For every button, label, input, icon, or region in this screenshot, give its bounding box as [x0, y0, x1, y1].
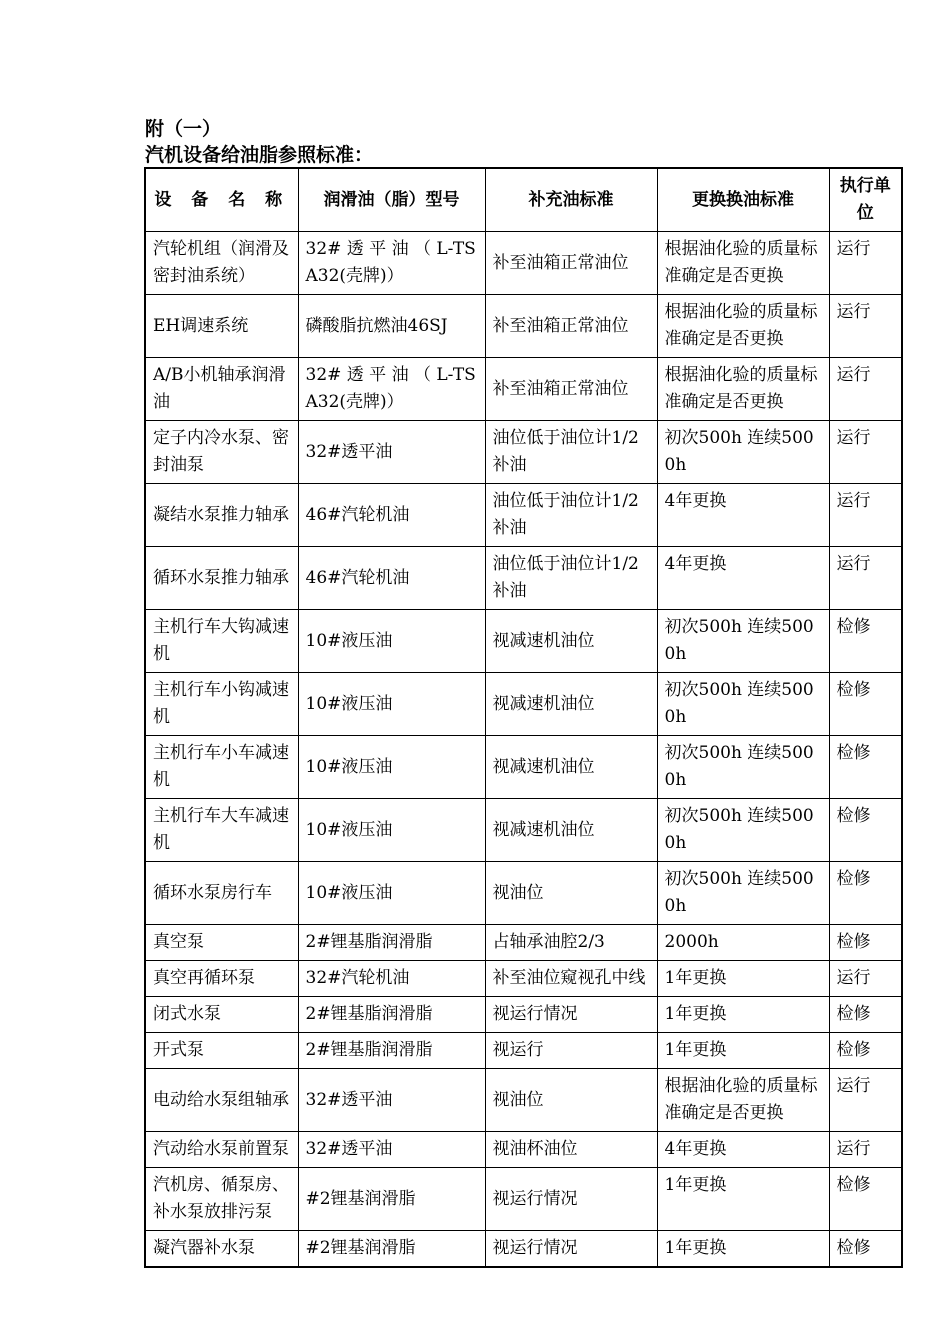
cell-refill-standard: 补至油箱正常油位: [485, 295, 657, 358]
cell-equipment-name: 循环水泵推力轴承: [145, 547, 298, 610]
cell-oil-model: 46#汽轮机油: [298, 484, 485, 547]
cell-oil-model: 32#汽轮机油: [298, 961, 485, 997]
cell-equipment-name: 汽动给水泵前置泵: [145, 1132, 298, 1168]
header-equipment-name: 设 备 名 称: [145, 168, 298, 232]
header-oil-model: 润滑油（脂）型号: [298, 168, 485, 232]
cell-oil-model: 10#液压油: [298, 799, 485, 862]
lubrication-standard-table: [144, 167, 903, 1268]
cell-refill-standard: 补至油位窥视孔中线: [485, 961, 657, 997]
cell-equipment-name: EH调速系统: [145, 295, 298, 358]
cell-replace-standard: 4年更换: [657, 547, 829, 610]
header-replace-standard: 更换换油标准: [657, 168, 829, 232]
cell-equipment-name: 闭式水泵: [145, 997, 298, 1033]
table-row: [145, 232, 902, 295]
table-row: [145, 358, 902, 421]
table-row: [145, 961, 902, 997]
cell-oil-model: 32#透平油: [298, 1132, 485, 1168]
cell-refill-standard: 补至油箱正常油位: [485, 358, 657, 421]
cell-replace-standard: 4年更换: [657, 484, 829, 547]
cell-refill-standard: 视运行情况: [485, 1231, 657, 1268]
cell-oil-model: #2锂基润滑脂: [298, 1231, 485, 1268]
cell-equipment-name: 凝汽器补水泵: [145, 1231, 298, 1268]
cell-equipment-name: 真空泵: [145, 925, 298, 961]
cell-equipment-name: 循环水泵房行车: [145, 862, 298, 925]
cell-refill-standard: 油位低于油位计1/2补油: [485, 484, 657, 547]
cell-responsible-unit: 运行: [829, 484, 902, 547]
table-row: [145, 1168, 902, 1231]
cell-replace-standard: 初次500h 连续5000h: [657, 862, 829, 925]
cell-equipment-name: 主机行车小钩减速机: [145, 673, 298, 736]
cell-replace-standard: 初次500h 连续5000h: [657, 799, 829, 862]
cell-responsible-unit: 运行: [829, 232, 902, 295]
table-body: [145, 232, 902, 1268]
table-row: [145, 673, 902, 736]
cell-refill-standard: 视减速机油位: [485, 673, 657, 736]
cell-responsible-unit: 运行: [829, 358, 902, 421]
cell-responsible-unit: 检修: [829, 862, 902, 925]
cell-refill-standard: 视运行情况: [485, 997, 657, 1033]
cell-replace-standard: 初次500h 连续5000h: [657, 610, 829, 673]
cell-replace-standard: 1年更换: [657, 1033, 829, 1069]
cell-responsible-unit: 运行: [829, 961, 902, 997]
cell-oil-model: 32# 透 平 油 （ L-TSA32(壳牌)）: [298, 358, 485, 421]
cell-equipment-name: 主机行车大车减速机: [145, 799, 298, 862]
cell-refill-standard: 视减速机油位: [485, 610, 657, 673]
cell-refill-standard: 油位低于油位计1/2补油: [485, 421, 657, 484]
table-row: [145, 1069, 902, 1132]
cell-replace-standard: 1年更换: [657, 997, 829, 1033]
cell-replace-standard: 根据油化验的质量标准确定是否更换: [657, 232, 829, 295]
cell-equipment-name: 主机行车大钩减速机: [145, 610, 298, 673]
cell-replace-standard: 初次500h 连续5000h: [657, 736, 829, 799]
table-row: [145, 1033, 902, 1069]
cell-oil-model: 2#锂基脂润滑脂: [298, 925, 485, 961]
header-refill-standard: 补充油标准: [485, 168, 657, 232]
table-row: [145, 484, 902, 547]
cell-refill-standard: 视油位: [485, 862, 657, 925]
cell-responsible-unit: 检修: [829, 1033, 902, 1069]
cell-oil-model: 2#锂基脂润滑脂: [298, 997, 485, 1033]
cell-replace-standard: 1年更换: [657, 961, 829, 997]
table-row: [145, 799, 902, 862]
cell-equipment-name: 主机行车小车减速机: [145, 736, 298, 799]
cell-refill-standard: 油位低于油位计1/2补油: [485, 547, 657, 610]
cell-replace-standard: 1年更换: [657, 1168, 829, 1231]
cell-equipment-name: 汽轮机组（润滑及密封油系统）: [145, 232, 298, 295]
cell-oil-model: 磷酸脂抗燃油46SJ: [298, 295, 485, 358]
cell-responsible-unit: 检修: [829, 736, 902, 799]
cell-oil-model: 2#锂基脂润滑脂: [298, 1033, 485, 1069]
cell-refill-standard: 补至油箱正常油位: [485, 232, 657, 295]
table-row: [145, 1231, 902, 1268]
cell-responsible-unit: 检修: [829, 673, 902, 736]
table-row: [145, 997, 902, 1033]
cell-responsible-unit: 检修: [829, 925, 902, 961]
cell-replace-standard: 1年更换: [657, 1231, 829, 1268]
cell-oil-model: 32# 透 平 油 （ L-TSA32(壳牌)）: [298, 232, 485, 295]
cell-replace-standard: 根据油化验的质量标准确定是否更换: [657, 295, 829, 358]
document-title: 汽机设备给油脂参照标准：: [145, 144, 374, 166]
cell-replace-standard: 根据油化验的质量标准确定是否更换: [657, 1069, 829, 1132]
table-row: [145, 736, 902, 799]
table-row: [145, 610, 902, 673]
cell-responsible-unit: 运行: [829, 1069, 902, 1132]
cell-equipment-name: 汽机房、循泵房、补水泵放排污泵: [145, 1168, 298, 1231]
cell-oil-model: #2锂基润滑脂: [298, 1168, 485, 1231]
cell-responsible-unit: 检修: [829, 1168, 902, 1231]
cell-responsible-unit: 运行: [829, 547, 902, 610]
cell-oil-model: 46#汽轮机油: [298, 547, 485, 610]
table-row: [145, 547, 902, 610]
table-row: [145, 295, 902, 358]
cell-equipment-name: 开式泵: [145, 1033, 298, 1069]
table-row: [145, 862, 902, 925]
cell-replace-standard: 初次500h 连续5000h: [657, 673, 829, 736]
cell-refill-standard: 视油位: [485, 1069, 657, 1132]
cell-refill-standard: 视运行情况: [485, 1168, 657, 1231]
cell-refill-standard: 视减速机油位: [485, 799, 657, 862]
cell-replace-standard: 初次500h 连续5000h: [657, 421, 829, 484]
cell-equipment-name: 电动给水泵组轴承: [145, 1069, 298, 1132]
header-responsible-unit: 执行单位: [829, 168, 902, 232]
cell-oil-model: 10#液压油: [298, 610, 485, 673]
cell-equipment-name: 定子内冷水泵、密封油泵: [145, 421, 298, 484]
cell-equipment-name: 真空再循环泵: [145, 961, 298, 997]
appendix-label: 附（一）: [145, 118, 222, 140]
cell-replace-standard: 根据油化验的质量标准确定是否更换: [657, 358, 829, 421]
cell-refill-standard: 占轴承油腔2/3: [485, 925, 657, 961]
cell-responsible-unit: 检修: [829, 997, 902, 1033]
cell-oil-model: 32#透平油: [298, 421, 485, 484]
cell-equipment-name: 凝结水泵推力轴承: [145, 484, 298, 547]
cell-replace-standard: 4年更换: [657, 1132, 829, 1168]
cell-refill-standard: 视减速机油位: [485, 736, 657, 799]
cell-refill-standard: 视运行: [485, 1033, 657, 1069]
table-header-row: [145, 168, 902, 232]
cell-replace-standard: 2000h: [657, 925, 829, 961]
cell-oil-model: 32#透平油: [298, 1069, 485, 1132]
cell-responsible-unit: 检修: [829, 610, 902, 673]
cell-responsible-unit: 运行: [829, 295, 902, 358]
cell-oil-model: 10#液压油: [298, 862, 485, 925]
table-row: [145, 421, 902, 484]
cell-oil-model: 10#液压油: [298, 736, 485, 799]
cell-responsible-unit: 检修: [829, 1231, 902, 1268]
table-row: [145, 925, 902, 961]
cell-equipment-name: A/B小机轴承润滑油: [145, 358, 298, 421]
cell-refill-standard: 视油杯油位: [485, 1132, 657, 1168]
cell-responsible-unit: 运行: [829, 421, 902, 484]
cell-responsible-unit: 运行: [829, 1132, 902, 1168]
cell-oil-model: 10#液压油: [298, 673, 485, 736]
cell-responsible-unit: 检修: [829, 799, 902, 862]
table-row: [145, 1132, 902, 1168]
